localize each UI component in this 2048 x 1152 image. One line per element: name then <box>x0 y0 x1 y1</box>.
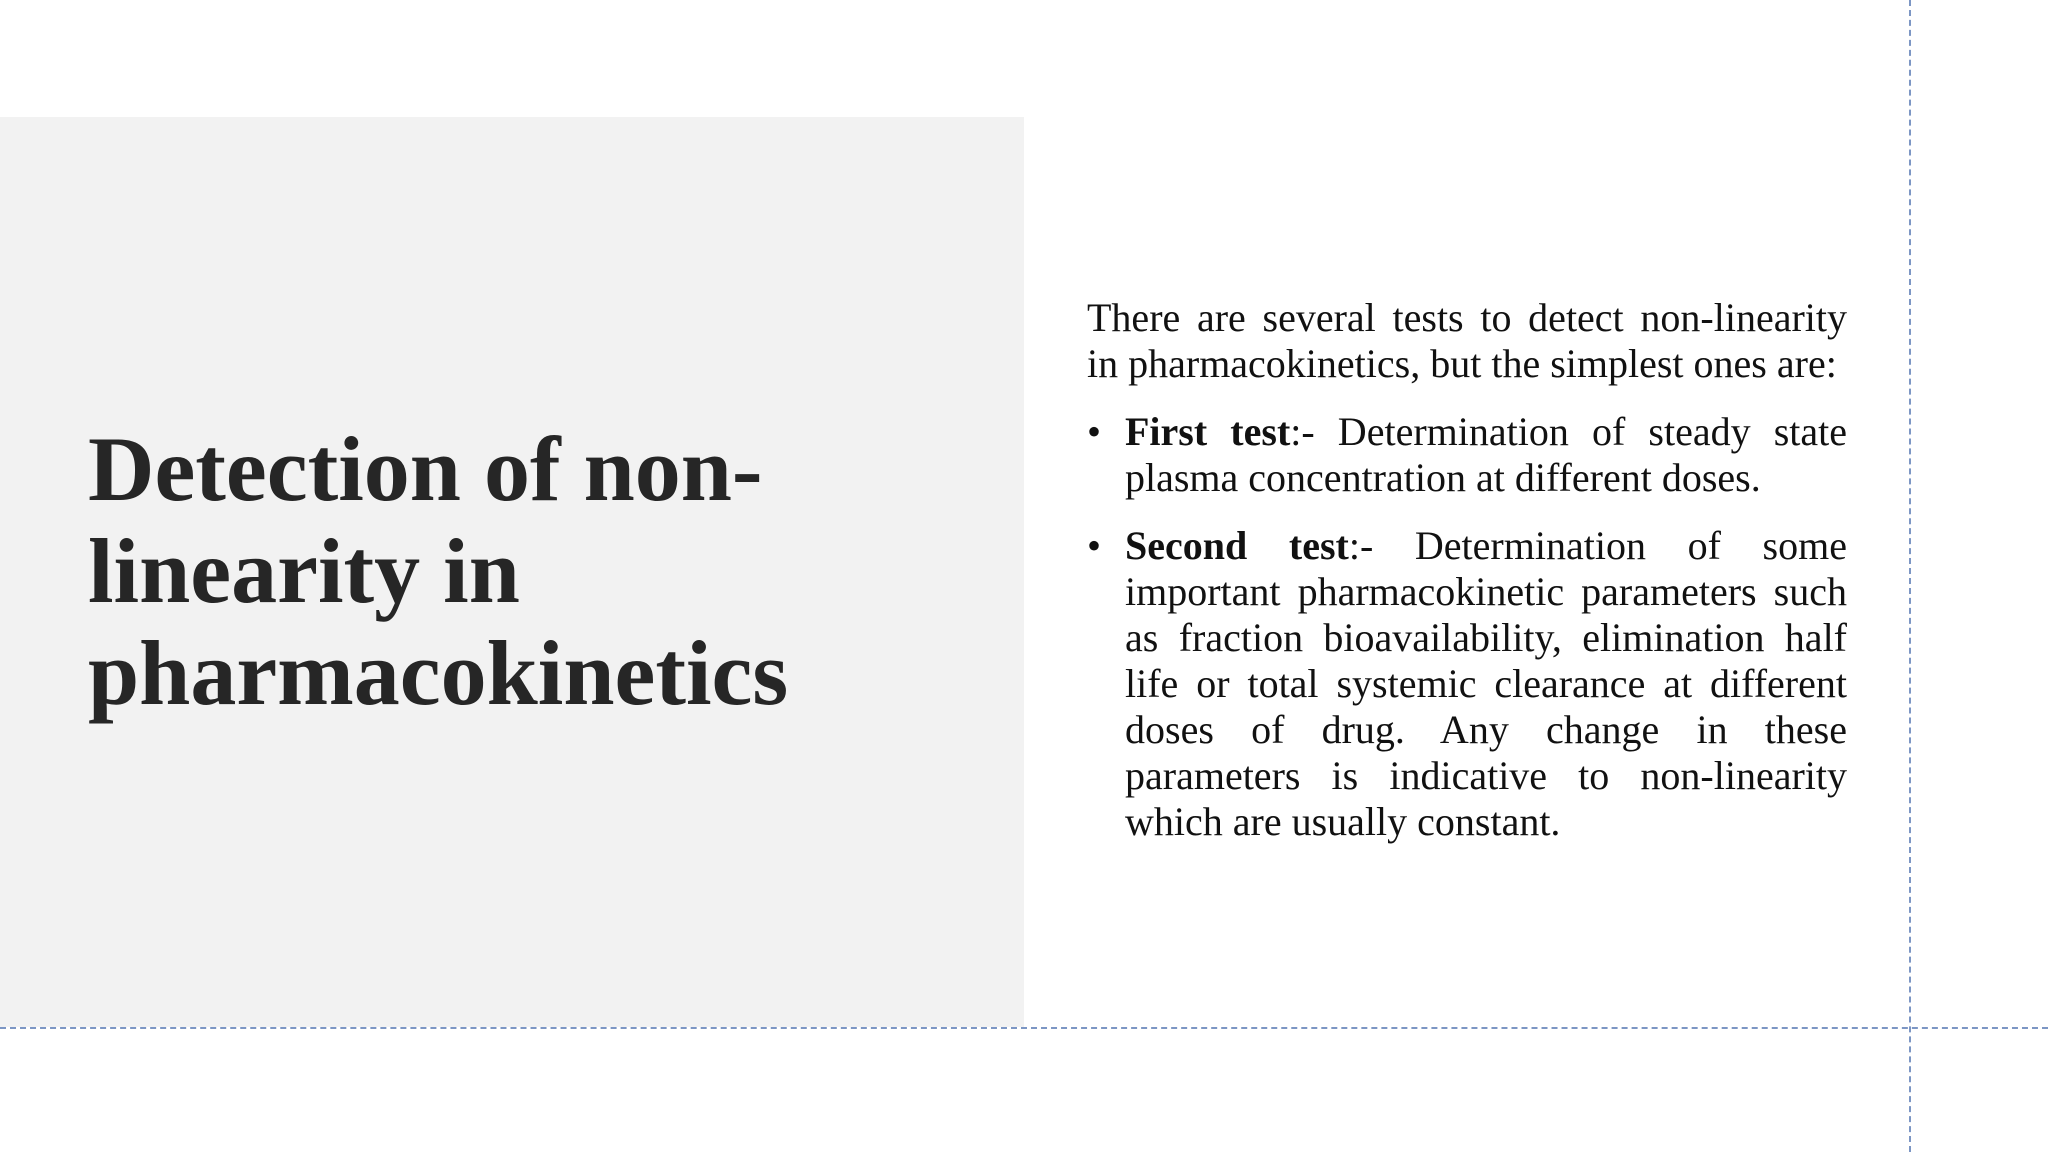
bullet-dot-icon: • <box>1087 523 1102 568</box>
bullet-text: :- Determination of some important pharmacokinetic parameters such as fraction bioavailability, elimination half life or total systemic clearance at different doses of drug. Any change in these parameters is indicative to non-linearity which are usually constant. <box>1125 523 1847 844</box>
intro-paragraph: There are several tests to detect non-linearity in pharmacokinetics, but the simplest ones are: <box>1087 295 1847 386</box>
bullet-dot-icon: • <box>1087 409 1102 454</box>
bullet-list <box>1087 409 1847 845</box>
vertical-guide-line <box>1909 0 1911 1152</box>
horizontal-guide-line <box>0 1027 2048 1029</box>
slide-title: Detection of non-linearity in pharmacokinetics <box>88 418 789 724</box>
bullet-item-second-test <box>1087 523 1847 845</box>
bullet-label: First test <box>1125 409 1291 454</box>
bullet-text: :- Determination of steady state plasma concentration at different doses. <box>1125 409 1847 500</box>
bullet-item-first-test <box>1087 409 1847 501</box>
bullet-label: Second test <box>1125 523 1349 568</box>
body-text-box <box>1087 295 1847 867</box>
